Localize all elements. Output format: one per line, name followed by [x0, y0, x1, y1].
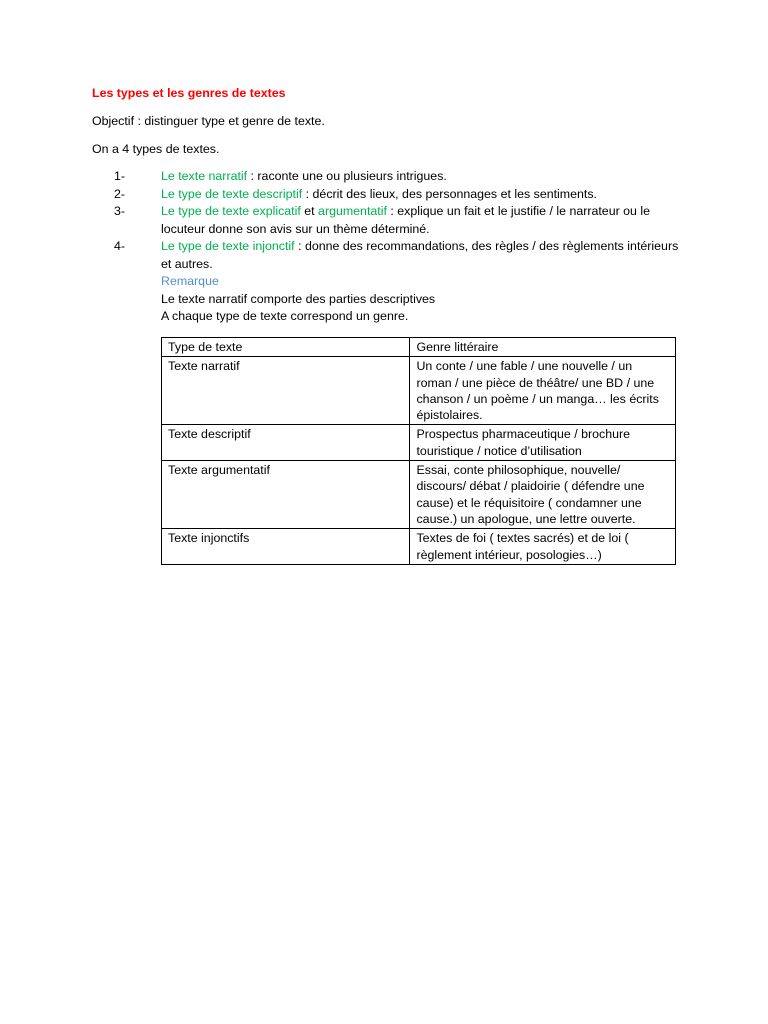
type-highlight: Le texte narratif — [161, 169, 248, 183]
table-row — [162, 461, 676, 529]
type-highlight: Le type de texte injonctif — [161, 239, 295, 253]
types-list — [92, 168, 682, 326]
list-number: 3- — [114, 204, 126, 218]
genres-table — [161, 337, 676, 565]
type-description: : raconte une ou plusieurs intrigues. — [247, 169, 447, 183]
remark-label: Remarque — [161, 274, 219, 288]
list-item — [92, 203, 682, 238]
connector-text: et — [300, 204, 319, 218]
document-title: Les types et les genres de textes — [92, 86, 286, 100]
table-cell-genre: Un conte / une fable / une nouvelle / un roman / une pièce de théâtre/ une BD / une chanson / un poème / un manga… les écrits épistolaires. — [410, 357, 676, 425]
table-row — [162, 357, 676, 425]
table-cell-genre: Essai, conte philosophique, nouvelle/ discours/ débat / plaidoirie ( défendre une cause) et le réquisitoire ( condamner une cause.) un apologue, une lettre ouverte. — [410, 461, 676, 529]
table-cell-genre: Textes de foi ( textes sacrés) et de loi ( règlement intérieur, posologies…) — [410, 529, 676, 565]
table-row — [162, 425, 676, 461]
table-cell-genre: Prospectus pharmaceutique / brochure touristique / notice d’utilisation — [410, 425, 676, 461]
list-item-text — [161, 168, 682, 186]
type-description: : explique un fait et le justifie / le narrateur ou le locuteur donne son avis sur un thème déterminé. — [161, 204, 651, 236]
table-header-row — [162, 338, 676, 357]
remark-line: A chaque type de texte correspond un genre. — [161, 309, 409, 323]
list-item — [92, 168, 682, 186]
intro-line: On a 4 types de textes. — [92, 142, 220, 156]
list-number: 1- — [114, 169, 126, 183]
list-item-text — [161, 186, 682, 204]
objective-line: Objectif : distinguer type et genre de texte. — [92, 114, 325, 128]
list-number: 4- — [114, 239, 126, 253]
list-item-text — [161, 238, 682, 273]
table-cell-type: Texte injonctifs — [162, 529, 410, 565]
type-highlight: Le type de texte descriptif — [161, 186, 303, 201]
list-item — [92, 238, 682, 273]
type-highlight: Le type de texte explicatif — [161, 204, 301, 218]
table-header-cell: Type de texte — [162, 338, 410, 357]
table-row — [162, 529, 676, 565]
remark-line: Le texte narratif comporte des parties descriptives — [161, 291, 436, 306]
type-description: : décrit des lieux, des personnages et les sentiments. — [302, 186, 597, 201]
table-cell-type: Texte descriptif — [162, 425, 410, 461]
table-cell-type: Texte argumentatif — [162, 461, 410, 529]
table-cell-type: Texte narratif — [162, 357, 410, 425]
table-header-cell: Genre littéraire — [410, 338, 676, 357]
type-description: : donne des recommandations, des règles / des règlements intérieurs et autres. — [161, 239, 679, 271]
list-number: 2- — [114, 186, 126, 201]
list-item-text — [161, 203, 682, 238]
list-item — [92, 186, 682, 204]
type-highlight-secondary: argumentatif — [318, 204, 387, 218]
